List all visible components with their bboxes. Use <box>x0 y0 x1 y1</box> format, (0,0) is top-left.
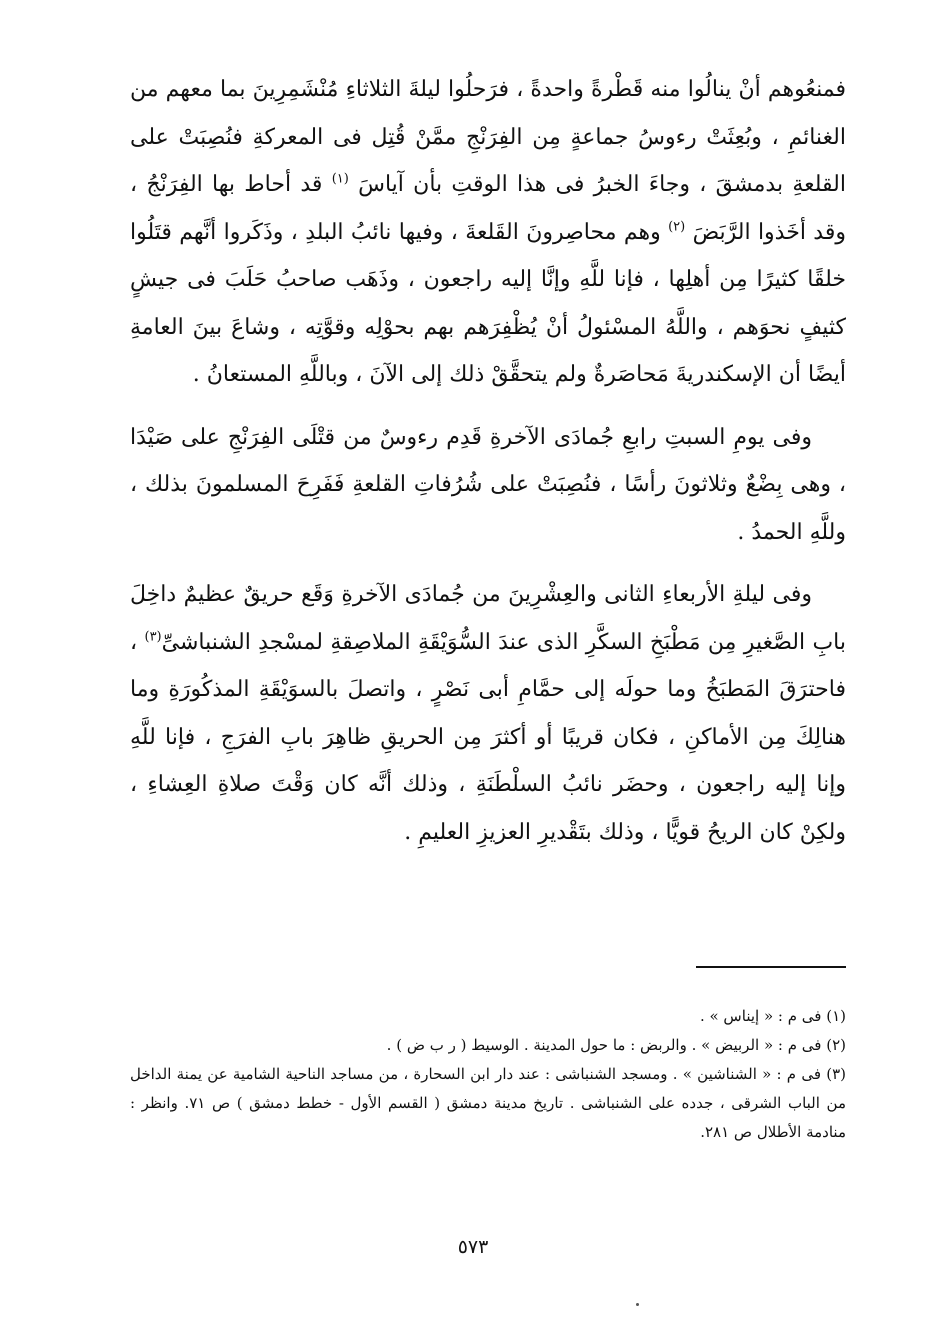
footnotes <box>130 1002 846 1147</box>
paragraph-3 <box>130 571 846 856</box>
paragraph-1-part-3: وهم محاصِرونَ القَلعةَ ، وفيها نائبُ البلدِ ، وذَكَروا أنَّهم قتَلُوا خلقًا كثيرًا مِن أهلِها ، فإنا للَّهِ وإنَّا إليه راجعون ، وذَهَب صاحبُ حَلَبَ فى جيشٍ كثيفٍ نحوَهم ، واللَّهُ المسْئولُ أنْ يُظْفِرَهم بهم بحوْلِه وقوَّتِه ، وشاعَ بينَ العامةِ أيضًا أن الإسكندريةَ مَحاصَرةٌ ولم يتحقَّقْ ذلك إلى الآنَ ، وباللَّهِ المستعانُ . <box>130 219 846 387</box>
paragraph-2-text: وفى يومِ السبتِ رابعِ جُمادَى الآخرةِ قَدِم رءوسٌ من قتْلَى الفِرَنْجِ على صَيْدَا ، وهى بِضْعٌ وثلاثونَ رأسًا ، فنُصِبَتْ على شُرُفاتِ القلعةِ فَفَرِحَ المسلمونَ بذلك ، وللَّهِ الحمدُ . <box>130 424 846 545</box>
footnote-ref-3: (٣) <box>144 629 162 645</box>
footnote-1: (١) فى م : « إيناس » . <box>699 1007 846 1025</box>
paragraph-3-part-2: ، فاحترَقَ المَطبَخُ وما حولَه إلى حمَّامِ أبى نَصْرٍ ، واتصلَ بالسوَيْقَةِ المذكُورَةِ وما هنالِكَ مِن الأماكنِ ، فكان قريبًا أو أكثرَ مِن الحريقِ ظاهِرَ بابِ الفرَجِ ، فإنا للَّهِ وإنا إليه راجعون ، وحضَر نائبُ السلْطَنَةِ ، وذلك أنَّه كان وَقْتَ صلاةِ العِشاءِ ، ولكِنْ كان الريحُ قويًّا ، وذلك بتَقْديرِ العزيزِ العليمِ . <box>130 629 846 845</box>
footnote-divider <box>696 966 846 968</box>
paragraph-1 <box>130 66 846 399</box>
paragraph-1-part-1: فمنعُوهم أنْ ينالُوا منه قَطْرةً واحدةً ، فرَحلُوا ليلةَ الثلاثاءِ مُنْشَمِرِينَ بما معهم من الغنائمِ ، وبُعِثَتْ رءوسُ جماعةٍ مِن الفِرَنْجِ ممَّنْ قُتِل فى المعركةِ فنُصِبَتْ على القلعةِ بدمشقَ ، وجاءَ الخبرُ فى هذا الوقتِ بأن آياسَ <box>130 77 846 197</box>
paragraph-3-part-1: وفى ليلةِ الأربعاءِ الثانى والعِشْرِينَ من جُمادَى الآخرةِ وَقَع حريقٌ عظيمٌ داخِلَ بابِ الصَّغيرِ مِن مَطْبَخِ السكَّرِ الذى عندَ السُّوَيْقَةِ الملاصِقةِ لمسْجدِ الشنباشىِّ <box>130 582 846 655</box>
paragraph-1-part-2: قد أحاط بها الفِرَنْجُ ، وقد أخَذوا الرَّبَضَ <box>130 172 846 245</box>
scan-speck <box>636 1303 639 1306</box>
footnote-3: (٣) فى م : « الشناشين » . ومسجد الشنباشى : عند دار ابن السحارة ، من مساجد الناحية الشامية عن يمنة الداخل من الباب الشرقى ، جدده على الشنباشى . تاريخ مدينة دمشق ( القسم الأول - خطط دمشق ) ص ٧١. وانظر : منادمة الأطلال ص ٢٨١. <box>130 1065 846 1141</box>
main-text <box>130 66 846 871</box>
footnote-2: (٢) فى م : « الربيض » . والربض : ما حول المدينة . الوسيط ( ر ب ض ) . <box>386 1036 846 1054</box>
page-number: ٥٧٣ <box>457 1236 489 1258</box>
paragraph-2 <box>130 414 846 557</box>
footnote-ref-1: (١) <box>331 171 349 187</box>
footnote-ref-2: (٢) <box>668 219 686 235</box>
